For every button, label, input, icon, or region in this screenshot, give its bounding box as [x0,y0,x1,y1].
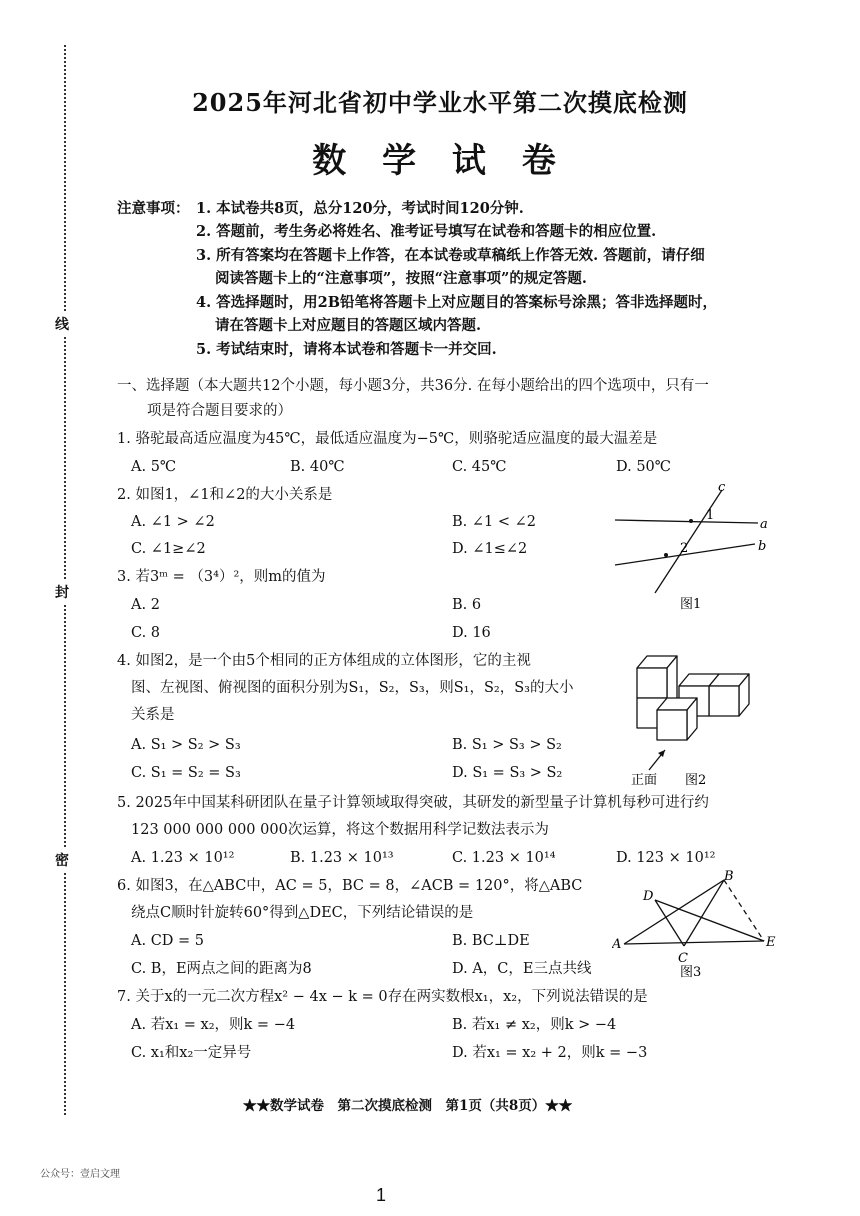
q5-stem-line2: 123 000 000 000 000次运算，将这个数据用科学记数法表示为 [131,822,549,838]
q7-option-c: C. x₁和x₂一定异号 [131,1045,252,1061]
notes-item-4b: 请在答题卡上对应题目的答题区域内答题. [215,317,482,334]
fig1-label-2: 2 [680,541,689,556]
q6-option-c: C. B，E两点之间的距离为8 [131,961,312,977]
q4-option-a: A. S₁ > S₂ > S₃ [131,737,241,753]
q3-stem: 3. 若3ᵐ = （3⁴）²，则m的值为 [117,569,326,585]
q2-option-b: B. ∠1 < ∠2 [452,514,536,530]
fig3-label-c: C [678,951,688,966]
margin-label-seal: 封 [55,580,69,604]
q1-option-d: D. 50℃ [616,459,671,475]
fig1-label-b: b [758,539,767,554]
q7-stem: 7. 关于x的一元二次方程x² − 4x − k = 0存在两实数根x₁，x₂，下列说法错误的是 [117,989,648,1005]
q2-option-d: D. ∠1≤∠2 [452,541,528,557]
q3-option-d: D. 16 [452,625,491,641]
section-heading-line2: 项是符合题目要求的） [147,403,292,419]
page-number: 1 [376,1185,387,1205]
fig1-caption: 图1 [680,597,702,612]
section-heading-line1: 一、选择题（本大题共12个小题，每小题3分，共36分. 在每小题给出的四个选项中，只有一 [117,378,709,394]
watermark: 公众号：壹启文理 [40,1169,120,1180]
q3-option-b: B. 6 [452,597,482,613]
q4-option-b: B. S₁ > S₃ > S₂ [452,737,562,753]
q4-stem-line3: 关系是 [131,707,175,723]
margin-label-line: 线 [55,312,69,336]
q1-stem: 1. 骆驼最高适应温度为45℃，最低适应温度为−5℃，则骆驼适应温度的最大温差是 [117,431,658,447]
q5-stem-line1: 5. 2025年中国某科研团队在量子计算领域取得突破，其研发的新型量子计算机每秒可进行约 [117,795,709,811]
fig1-label-1: 1 [706,508,715,523]
q5-option-b: B. 1.23 × 10¹³ [290,850,394,866]
q7-option-b: B. 若x₁ ≠ x₂，则k > −4 [452,1017,617,1033]
margin-label-secret: 密 [55,848,69,872]
figure-1 [600,478,780,618]
q1-option-a: A. 5℃ [131,459,177,475]
q4-stem-line1: 4. 如图2，是一个由5个相同的正方体组成的立体图形，它的主视 [117,653,531,669]
q6-option-d: D. A，C，E三点共线 [452,961,592,977]
q7-option-d: D. 若x₁ = x₂ + 2，则k = −3 [452,1045,648,1061]
q7-option-a: A. 若x₁ = x₂，则k = −4 [131,1017,296,1033]
notes-item-3a: 3. 所有答案均在答题卡上作答，在本试卷或草稿纸上作答无效. 答题前，请仔细 [196,247,705,264]
q3-option-a: A. 2 [131,597,160,613]
figure-3 [612,868,787,980]
exam-title: 2025年河北省初中学业水平第二次摸底检测 [192,88,688,117]
notes-item-4a: 4. 答选择题时，用2B铅笔将答题卡上对应题目的答案标号涂黑；答非选择题时， [196,294,718,311]
q1-option-b: B. 40℃ [290,459,345,475]
q5-option-c: C. 1.23 × 10¹⁴ [452,850,556,866]
q6-stem-line2: 绕点C顺时针旋转60°得到△DEC，下列结论错误的是 [131,905,474,921]
fig3-label-e: E [766,935,776,950]
fig2-front-label: 正面 [631,773,658,788]
notes-item-1: 1. 本试卷共8页，总分120分，考试时间120分钟. [196,200,524,217]
exam-subtitle: 数 学 试 卷 [312,141,568,181]
q2-option-c: C. ∠1≥∠2 [131,541,206,557]
q6-stem-line1: 6. 如图3，在△ABC中，AC = 5，BC = 8，∠ACB = 120°，将△ABC [117,878,583,894]
q2-stem: 2. 如图1，∠1和∠2的大小关系是 [117,487,333,503]
notes-label: 注意事项： [117,200,190,217]
page-footer: ★★数学试卷 第二次摸底检测 第1页（共8页）★★ [243,1098,573,1114]
q6-option-a: A. CD = 5 [131,933,205,949]
fig1-label-a: a [760,517,768,532]
fig3-label-d: D [643,889,654,904]
fig1-label-c: c [718,480,726,495]
fig1-line-c [655,490,722,593]
notes-item-3b: 阅读答题卡上的“注意事项”，按照“注意事项”的规定答题. [215,270,587,287]
q1-option-c: C. 45℃ [452,459,507,475]
q5-option-a: A. 1.23 × 10¹² [131,850,235,866]
q4-option-d: D. S₁ = S₃ > S₂ [452,765,563,781]
q5-option-d: D. 123 × 10¹² [616,850,716,866]
q4-option-c: C. S₁ = S₂ = S₃ [131,765,241,781]
fig3-caption: 图3 [680,965,702,980]
q6-option-b: B. BC⊥DE [452,933,530,949]
notes-item-2: 2. 答题前，考生务必将姓名、准考证号填写在试卷和答题卡的相应位置. [196,223,657,240]
fig3-label-b: B [724,869,734,884]
fig2-caption: 图2 [685,773,707,788]
fig1-line-a [615,520,758,523]
fig3-label-a: A [612,937,622,952]
q2-option-a: A. ∠1 > ∠2 [131,514,215,530]
q4-stem-line2: 图、左视图、俯视图的面积分别为S₁，S₂，S₃，则S₁，S₂，S₃的大小 [131,680,574,696]
notes-item-5: 5. 考试结束时，请将本试卷和答题卡一并交回. [196,341,497,358]
figure-2 [625,640,765,788]
q3-option-c: C. 8 [131,625,161,641]
